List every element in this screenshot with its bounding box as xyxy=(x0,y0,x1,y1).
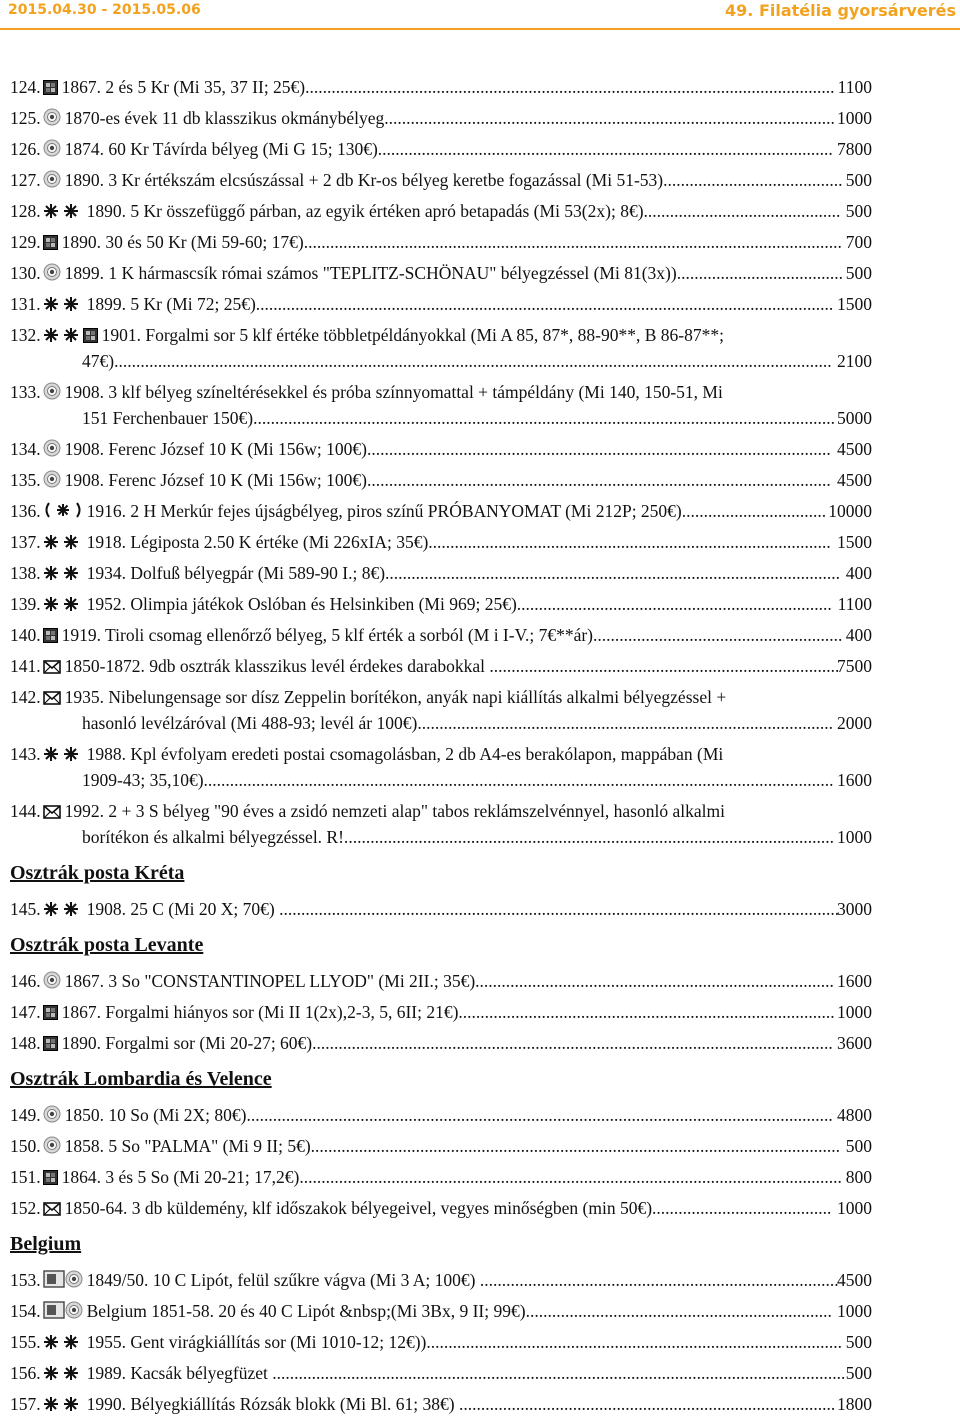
lot-number: 129. xyxy=(10,232,41,252)
lot-row xyxy=(10,465,872,496)
piece-icon xyxy=(43,1303,65,1323)
condition-icons xyxy=(43,229,58,260)
lot-number: 146. xyxy=(10,971,41,991)
lot-price: 500 xyxy=(845,1136,872,1156)
lot-price: 1800 xyxy=(837,1394,872,1414)
condition-icons xyxy=(43,684,61,715)
lot-row xyxy=(10,1131,872,1162)
lot-description: 1989. Kacsák bélyegfüzet xyxy=(86,1363,273,1383)
used-stamp-icon xyxy=(43,172,61,192)
lot-row xyxy=(10,682,872,739)
lot-row xyxy=(10,1296,872,1327)
lot-description: 1919. Tiroli csomag ellenőrző bélyeg, 5 klf érték a sorból (M i I-V.; 7€**ár) xyxy=(61,625,594,645)
dot-leader: ...................................................................... xyxy=(525,1301,832,1321)
used-stamp-icon xyxy=(43,441,61,461)
lot-price: 2000 xyxy=(837,713,872,733)
dot-leader: ........................................................................................................ xyxy=(385,563,841,583)
lot-row xyxy=(10,997,872,1028)
condition-icons xyxy=(43,1133,61,1164)
page-header xyxy=(0,2,960,30)
condition-icons xyxy=(43,653,61,684)
dot-leader: ............................................................................................... xyxy=(417,713,833,733)
lot-row xyxy=(10,496,872,527)
lot-number: 130. xyxy=(10,263,41,283)
lot-description: 1870-es évek 11 db klasszikus okmánybélyeg xyxy=(64,108,385,128)
lot-description: 1850-1872. 9db osztrák klasszikus levél érdekes darabokkal xyxy=(64,656,490,676)
lot-number: 131. xyxy=(10,294,41,314)
lot-row xyxy=(10,320,872,377)
lot-number: 148. xyxy=(10,1033,41,1053)
lot-number: 132. xyxy=(10,325,41,345)
lot-number: 128. xyxy=(10,201,41,221)
dot-leader: ................................................................................................................................................ xyxy=(203,770,834,790)
lot-number: 126. xyxy=(10,139,41,159)
block-icon xyxy=(43,79,58,99)
lot-price: 4500 xyxy=(837,439,872,459)
lot-row xyxy=(10,1327,872,1358)
dot-leader: ....................................................................................................................... xyxy=(312,1033,833,1053)
lot-number: 145. xyxy=(10,899,41,919)
mint-icon xyxy=(43,534,83,554)
lot-description: 1867. Forgalmi hiányos sor (Mi II 1(2x),2-3, 5, 6II; 21€) xyxy=(61,1002,459,1022)
lot-description: 1935. Nibelungensage sor dísz Zeppelin borítékon, anyák napi kiállítás alkalmi bélyegzéssel + xyxy=(64,687,727,707)
lot-number: 136. xyxy=(10,501,41,521)
lot-number: 155. xyxy=(10,1332,41,1352)
lot-price: 4800 xyxy=(837,1105,872,1125)
dot-leader: ........................................................................................................................... xyxy=(303,232,842,252)
lot-price: 5000 xyxy=(837,408,872,428)
dot-leader: ......................................... xyxy=(663,170,843,190)
dot-leader: .................................................................................................................................................................... xyxy=(114,351,832,371)
lot-description: 1934. Dolfuß bélyegpár (Mi 589-90 I.; 8€) xyxy=(86,563,386,583)
lot-description: 1908. 25 C (Mi 20 X; 70€) xyxy=(86,899,280,919)
condition-icons xyxy=(43,896,83,927)
lot-description: 1890. Forgalmi sor (Mi 20-27; 60€) xyxy=(61,1033,313,1053)
lot-number: 144. xyxy=(10,801,41,821)
lot-description: 1890. 30 és 50 Kr (Mi 59-60; 17€) xyxy=(61,232,304,252)
condition-icons xyxy=(43,999,58,1030)
lot-price: 500 xyxy=(845,263,872,283)
lot-row xyxy=(10,377,872,434)
lot-row xyxy=(10,227,872,258)
used-stamp-icon xyxy=(43,973,61,993)
auction-title: 49. Filatélia gyorsárverés xyxy=(725,1,956,20)
condition-icons xyxy=(43,74,58,105)
lot-number: 150. xyxy=(10,1136,41,1156)
lot-description: 1908. 3 klf bélyeg színeltérésekkel és próba színnyomattal + támpéldány (Mi 140, 150-51, Mi xyxy=(64,382,723,402)
lot-row xyxy=(10,796,872,853)
block-icon xyxy=(83,327,98,347)
lot-price: 1000 xyxy=(837,1198,872,1218)
lot-description-continued xyxy=(82,346,832,377)
lot-description: 1890. 5 Kr összefüggő párban, az egyik értéken apró betapadás (Mi 53(2x); 8€) xyxy=(86,201,644,221)
lot-list xyxy=(10,72,872,1420)
lot-row xyxy=(10,1358,872,1389)
dot-leader: ............................................................................................ xyxy=(428,532,831,552)
mint-icon xyxy=(43,901,83,921)
lot-row xyxy=(10,651,872,682)
lot-price: 1600 xyxy=(837,770,872,790)
section-heading: Osztrák Lombardia és Velence xyxy=(10,1068,272,1090)
lot-description: 1899. 5 Kr (Mi 72; 25€) xyxy=(86,294,256,314)
lot-description-continued xyxy=(82,822,834,853)
lot-number: 125. xyxy=(10,108,41,128)
dot-leader: ................................................................................................................................... xyxy=(272,1363,846,1383)
block-icon xyxy=(43,627,58,647)
mint-icon xyxy=(43,296,83,316)
lot-description: 1864. 3 és 5 So (Mi 20-21; 17,2€) xyxy=(61,1167,300,1187)
used-stamp-icon xyxy=(43,472,61,492)
lot-description: 1867. 2 és 5 Kr (Mi 35, 37 II; 25€) xyxy=(61,77,306,97)
lot-row xyxy=(10,966,872,997)
lot-number: 143. xyxy=(10,744,41,764)
condition-icons xyxy=(43,105,61,136)
envelope-icon xyxy=(43,803,61,823)
lot-description: 1858. 5 So "PALMA" (Mi 9 II; 5€) xyxy=(64,1136,311,1156)
lot-description-line2: borítékon és alkalmi bélyegzéssel. R!. xyxy=(82,827,349,847)
condition-icons xyxy=(43,1102,61,1133)
lot-price: 1100 xyxy=(837,594,872,614)
lot-description-line2: hasonló levélzáróval (Mi 488-93; levél ár 100€) xyxy=(82,713,418,733)
lot-price: 400 xyxy=(845,563,872,583)
dot-leader: .................................................................................. xyxy=(479,1270,839,1290)
lot-price: 3600 xyxy=(837,1033,872,1053)
section-heading: Osztrák posta Levante xyxy=(10,934,204,956)
dot-leader: ......................................................................................................................... xyxy=(305,77,835,97)
lot-row xyxy=(10,165,872,196)
envelope-icon xyxy=(43,689,61,709)
used-stamp-icon xyxy=(43,110,61,130)
condition-icons xyxy=(43,798,61,829)
dot-leader: ...................................... xyxy=(676,263,843,283)
condition-icons xyxy=(43,1298,83,1329)
condition-icons xyxy=(43,1195,61,1226)
dot-leader: ...................................................................................... xyxy=(458,1002,835,1022)
condition-icons xyxy=(43,198,83,229)
mint-icon xyxy=(43,327,83,347)
dot-leader: ...................................................................................................................................... xyxy=(246,1105,833,1125)
dot-leader: ................................................................................................................................ xyxy=(279,899,840,919)
lot-price: 4500 xyxy=(837,1270,872,1290)
lot-row xyxy=(10,103,872,134)
lot-row xyxy=(10,558,872,589)
used-stamp-icon xyxy=(43,1138,61,1158)
mint-icon xyxy=(43,1396,83,1416)
envelope-icon xyxy=(43,1200,61,1220)
lot-description-continued xyxy=(82,765,834,796)
lot-price: 500 xyxy=(845,201,872,221)
mint-icon xyxy=(43,596,83,616)
lot-number: 153. xyxy=(10,1270,41,1290)
lot-description: 1850-64. 3 db küldemény, klf időszakok bélyegeivel, vegyes minőségben (min 50€) xyxy=(64,1198,653,1218)
lot-price: 1600 xyxy=(837,971,872,991)
lot-price: 2100 xyxy=(837,351,872,371)
mint-icon xyxy=(43,203,83,223)
lot-row xyxy=(10,620,872,651)
dot-leader: ............................................. xyxy=(643,201,841,221)
lot-number: 154. xyxy=(10,1301,41,1321)
lot-description: 1988. Kpl évfolyam eredeti postai csomagolásban, 2 db A4-es berakólapon, mappában (Mi xyxy=(86,744,724,764)
used-stamp-icon xyxy=(43,141,61,161)
dot-leader: ........................................................................................................ xyxy=(377,139,833,159)
lot-price: 1000 xyxy=(837,1301,872,1321)
lot-price: 400 xyxy=(845,625,872,645)
lot-number: 124. xyxy=(10,77,41,97)
dot-leader: ......................................................................................................................... xyxy=(310,1136,841,1156)
block-icon xyxy=(43,1004,58,1024)
mint-icon xyxy=(43,565,83,585)
lot-description: 1952. Olimpia játékok Oslóban és Helsinkiben (Mi 969; 25€) xyxy=(86,594,517,614)
lot-row xyxy=(10,1265,872,1296)
condition-icons xyxy=(43,167,61,198)
lot-row xyxy=(10,434,872,465)
dot-leader: ......................................... xyxy=(652,1198,832,1218)
section-heading: Belgium xyxy=(10,1233,82,1255)
lot-price: 3000 xyxy=(837,899,872,919)
envelope-icon xyxy=(43,658,61,678)
lot-number: 135. xyxy=(10,470,41,490)
lot-description: 1918. Légiposta 2.50 K értéke (Mi 226xIA; 35€) xyxy=(86,532,429,552)
condition-icons xyxy=(43,560,83,591)
lot-row xyxy=(10,1028,872,1059)
lot-row xyxy=(10,1193,872,1224)
used-stamp-icon xyxy=(43,1107,61,1127)
dot-leader: ............................................................................................................... xyxy=(348,827,834,847)
lot-number: 151. xyxy=(10,1167,41,1187)
lot-price: 1500 xyxy=(837,294,872,314)
hinged-icon xyxy=(43,503,83,523)
lot-price: 1000 xyxy=(837,827,872,847)
dot-leader: ............................................................................................................................ xyxy=(299,1167,842,1187)
condition-icons xyxy=(43,1391,83,1422)
lot-number: 142. xyxy=(10,687,41,707)
dot-leader: ....................................................................................................... xyxy=(384,108,835,128)
lot-description: 1908. Ferenc József 10 K (Mi 156w; 100€) xyxy=(64,439,367,459)
lot-row xyxy=(10,1162,872,1193)
lot-number: 149. xyxy=(10,1105,41,1125)
lot-description: 1955. Gent virágkiállítás sor (Mi 1010-12; 12€)) xyxy=(86,1332,427,1352)
lot-number: 138. xyxy=(10,563,41,583)
condition-icons xyxy=(43,467,61,498)
condition-icons xyxy=(43,622,58,653)
lot-row xyxy=(10,589,872,620)
lot-row xyxy=(10,134,872,165)
lot-row xyxy=(10,72,872,103)
condition-icons xyxy=(43,1267,83,1298)
lot-number: 152. xyxy=(10,1198,41,1218)
lot-number: 139. xyxy=(10,594,41,614)
lot-number: 141. xyxy=(10,656,41,676)
lot-description-continued xyxy=(82,403,835,434)
lot-row xyxy=(10,196,872,227)
dot-leader: .................................................................................. xyxy=(475,971,834,991)
lot-number: 133. xyxy=(10,382,41,402)
lot-row xyxy=(10,289,872,320)
lot-row xyxy=(10,894,872,925)
lot-price: 1000 xyxy=(837,108,872,128)
lot-description-line2: 151 Ferchenbauer 150€) xyxy=(82,408,254,428)
block-icon xyxy=(43,1169,58,1189)
lot-number: 137. xyxy=(10,532,41,552)
condition-icons xyxy=(43,379,61,410)
condition-icons xyxy=(43,1329,83,1360)
condition-icons xyxy=(43,968,61,999)
lot-number: 127. xyxy=(10,170,41,190)
lot-description: 1992. 2 + 3 S bélyeg "90 éves a zsidó nemzeti alap" tabos reklámszelvénnyel, hasonló alkalmi xyxy=(64,801,725,821)
dot-leader: ...................................................................................... xyxy=(458,1394,836,1414)
lot-description: 1901. Forgalmi sor 5 klf értéke többletpéldányokkal (Mi A 85, 87*, 88-90**, B 86-87**; xyxy=(101,325,724,345)
condition-icons xyxy=(43,741,83,772)
lot-number: 134. xyxy=(10,439,41,459)
dot-leader: ............................................................................................... xyxy=(426,1332,842,1352)
dot-leader: ......................................................... xyxy=(593,625,843,645)
lot-price: 10000 xyxy=(828,501,872,521)
lot-description: 1874. 60 Kr Távírda bélyeg (Mi G 15; 130€) xyxy=(64,139,378,159)
lot-price: 7500 xyxy=(837,656,872,676)
condition-icons xyxy=(43,498,83,529)
dot-leader: ........................................................................ xyxy=(516,594,832,614)
lot-number: 156. xyxy=(10,1363,41,1383)
piece-icon xyxy=(43,1272,65,1292)
lot-price: 1500 xyxy=(837,532,872,552)
mint-icon xyxy=(43,746,83,766)
lot-price: 700 xyxy=(845,232,872,252)
lot-price: 1100 xyxy=(837,77,872,97)
condition-icons xyxy=(43,260,61,291)
dot-leader: ................................................................................ xyxy=(489,656,840,676)
lot-description: 1990. Bélyegkiállítás Rózsák blokk (Mi Bl. 61; 38€) xyxy=(86,1394,459,1414)
dot-leader: ................................. xyxy=(681,501,827,521)
lot-row xyxy=(10,258,872,289)
lot-number: 140. xyxy=(10,625,41,645)
lot-description-continued xyxy=(82,708,833,739)
lot-price: 1000 xyxy=(837,1002,872,1022)
date-range: 2015.04.30 - 2015.05.06 xyxy=(8,2,201,18)
condition-icons xyxy=(43,436,61,467)
header-rule xyxy=(0,28,960,30)
lot-row xyxy=(10,527,872,558)
lot-description: 1890. 3 Kr értékszám elcsúszással + 2 db Kr-os bélyeg keretbe fogazással (Mi 51-53) xyxy=(64,170,664,190)
dot-leader: ..................................................................................................................................... xyxy=(253,408,835,428)
lot-description-line2: 47€) xyxy=(82,351,115,371)
mint-icon xyxy=(43,1365,83,1385)
mint-icon xyxy=(43,1334,83,1354)
section-heading: Osztrák posta Kréta xyxy=(10,862,185,884)
lot-price: 500 xyxy=(845,170,872,190)
condition-icons xyxy=(43,291,83,322)
lot-row xyxy=(10,1389,872,1420)
used-stamp-icon xyxy=(65,1272,83,1292)
lot-description-line2: 1909-43; 35,10€) xyxy=(82,770,204,790)
condition-icons xyxy=(43,1030,58,1061)
condition-icons xyxy=(43,1360,83,1391)
lot-description: 1916. 2 H Merkúr fejes újságbélyeg, piros színű PRÓBANYOMAT (Mi 212P; 250€) xyxy=(86,501,682,521)
condition-icons xyxy=(43,1164,58,1195)
dot-leader: .......................................................................................................... xyxy=(366,470,831,490)
lot-row xyxy=(10,739,872,796)
lot-description: 1899. 1 K hármascsík római számos "TEPLITZ-SCHÖNAU" bélyegzéssel (Mi 81(3x)) xyxy=(64,263,677,283)
used-stamp-icon xyxy=(43,265,61,285)
lot-price: 500 xyxy=(845,1332,872,1352)
condition-icons xyxy=(43,529,83,560)
lot-price: 800 xyxy=(845,1167,872,1187)
dot-leader: .................................................................................................................................... xyxy=(255,294,834,314)
lot-number: 147. xyxy=(10,1002,41,1022)
lot-description: Belgium 1851-58. 20 és 40 C Lipót &nbsp;(Mi 3Bx, 9 II; 99€) xyxy=(86,1301,526,1321)
used-stamp-icon xyxy=(43,384,61,404)
block-icon xyxy=(43,1035,58,1055)
used-stamp-icon xyxy=(65,1303,83,1323)
lot-price: 4500 xyxy=(837,470,872,490)
lot-description: 1849/50. 10 C Lipót, felül szűkre vágva (Mi 3 A; 100€) xyxy=(86,1270,480,1290)
dot-leader: .......................................................................................................... xyxy=(366,439,831,459)
condition-icons xyxy=(43,591,83,622)
lot-row xyxy=(10,1100,872,1131)
lot-description: 1867. 3 So "CONSTANTINOPEL LLYOD" (Mi 2II.; 35€) xyxy=(64,971,476,991)
lot-number: 157. xyxy=(10,1394,41,1414)
lot-price: 500 xyxy=(845,1363,872,1383)
lot-price: 7800 xyxy=(837,139,872,159)
condition-icons xyxy=(43,136,61,167)
lot-description: 1908. Ferenc József 10 K (Mi 156w; 100€) xyxy=(64,470,367,490)
lot-description: 1850. 10 So (Mi 2X; 80€) xyxy=(64,1105,247,1125)
block-icon xyxy=(43,234,58,254)
